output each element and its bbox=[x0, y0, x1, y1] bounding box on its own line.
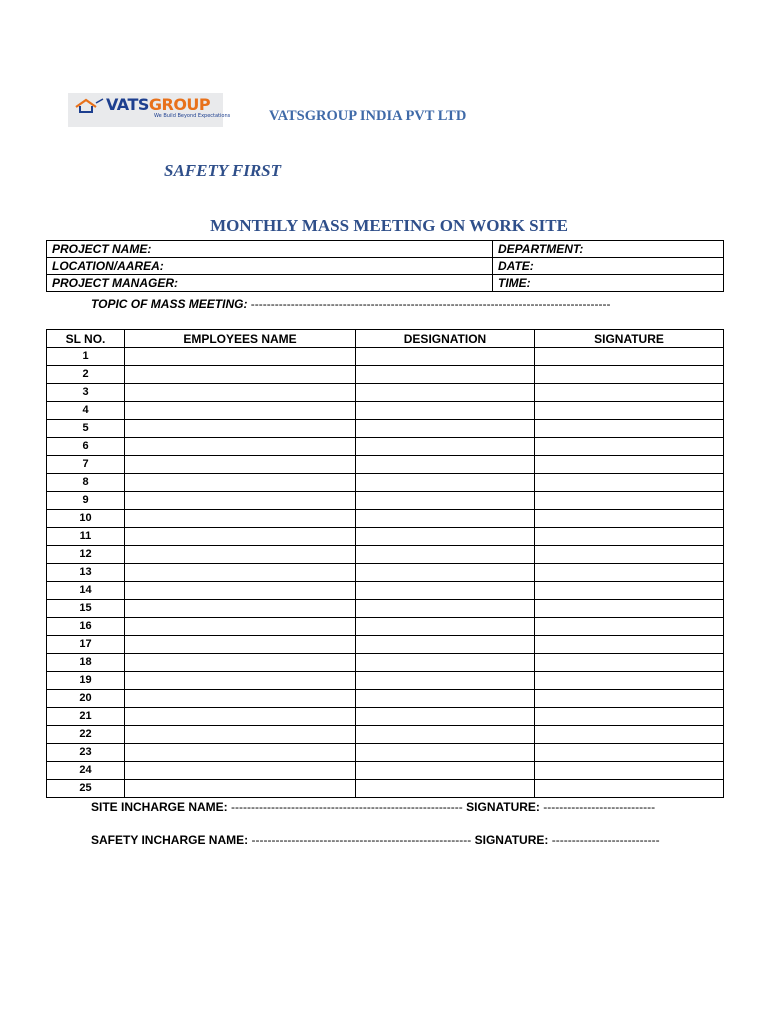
site-signature-label: SIGNATURE: bbox=[466, 800, 540, 814]
employee-name-cell[interactable] bbox=[125, 618, 356, 636]
topic-label: TOPIC OF MASS MEETING: bbox=[91, 297, 248, 311]
table-row bbox=[47, 762, 724, 780]
signature-cell[interactable] bbox=[535, 474, 724, 492]
sl-no-cell: 10 bbox=[47, 510, 125, 528]
site-incharge-label: SITE INCHARGE NAME: bbox=[91, 800, 228, 814]
employee-table bbox=[46, 329, 724, 798]
table-row bbox=[47, 582, 724, 600]
employee-name-cell[interactable] bbox=[125, 420, 356, 438]
table-row bbox=[47, 528, 724, 546]
sl-no-cell: 1 bbox=[47, 348, 125, 366]
signature-cell[interactable] bbox=[535, 402, 724, 420]
logo-part2: GROUP bbox=[148, 95, 211, 114]
sl-no-cell: 5 bbox=[47, 420, 125, 438]
info-row bbox=[47, 275, 724, 292]
sl-no-cell: 11 bbox=[47, 528, 125, 546]
topic-blank[interactable]: ------------------------------------------------------------------------------------------ bbox=[250, 297, 611, 311]
signature-cell[interactable] bbox=[535, 366, 724, 384]
employee-name-cell[interactable] bbox=[125, 510, 356, 528]
designation-cell[interactable] bbox=[356, 780, 535, 798]
site-incharge-blank[interactable]: ---------------------------------------------------------- bbox=[231, 800, 463, 814]
designation-cell[interactable] bbox=[356, 402, 535, 420]
designation-cell[interactable] bbox=[356, 564, 535, 582]
employee-name-cell[interactable] bbox=[125, 636, 356, 654]
designation-cell[interactable] bbox=[356, 762, 535, 780]
table-row bbox=[47, 600, 724, 618]
signature-cell[interactable] bbox=[535, 618, 724, 636]
signature-cell[interactable] bbox=[535, 690, 724, 708]
time-field[interactable]: TIME: bbox=[493, 275, 724, 292]
designation-cell[interactable] bbox=[356, 708, 535, 726]
sl-no-cell: 14 bbox=[47, 582, 125, 600]
designation-cell[interactable] bbox=[356, 456, 535, 474]
designation-cell[interactable] bbox=[356, 438, 535, 456]
employee-name-cell[interactable] bbox=[125, 582, 356, 600]
topic-line bbox=[91, 297, 610, 311]
form-title: MONTHLY MASS MEETING ON WORK SITE bbox=[210, 216, 568, 235]
designation-cell[interactable] bbox=[356, 618, 535, 636]
safety-signature-label: SIGNATURE: bbox=[474, 833, 549, 847]
signature-cell[interactable] bbox=[535, 708, 724, 726]
employee-name-cell[interactable] bbox=[125, 780, 356, 798]
table-row bbox=[47, 654, 724, 672]
table-row bbox=[47, 384, 724, 402]
signature-cell[interactable] bbox=[535, 528, 724, 546]
table-row bbox=[47, 348, 724, 366]
table-row bbox=[47, 510, 724, 528]
table-row bbox=[47, 708, 724, 726]
table-row bbox=[47, 456, 724, 474]
project-info-table bbox=[46, 240, 724, 292]
site-incharge-line bbox=[91, 800, 655, 814]
table-row bbox=[47, 672, 724, 690]
table-header-row bbox=[47, 330, 724, 348]
designation-cell[interactable] bbox=[356, 384, 535, 402]
sl-no-cell: 23 bbox=[47, 744, 125, 762]
designation-cell[interactable] bbox=[356, 600, 535, 618]
table-row bbox=[47, 744, 724, 762]
company-name: VATSGROUP INDIA PVT LTD bbox=[269, 108, 467, 124]
employee-name-cell[interactable] bbox=[125, 654, 356, 672]
designation-cell[interactable] bbox=[356, 492, 535, 510]
designation-cell[interactable] bbox=[356, 420, 535, 438]
signature-cell[interactable] bbox=[535, 348, 724, 366]
signature-cell[interactable] bbox=[535, 546, 724, 564]
employee-name-cell[interactable] bbox=[125, 744, 356, 762]
sl-no-cell: 18 bbox=[47, 654, 125, 672]
sl-no-cell: 17 bbox=[47, 636, 125, 654]
sl-no-cell: 24 bbox=[47, 762, 125, 780]
site-signature-blank[interactable]: ---------------------------- bbox=[543, 800, 656, 814]
safety-signature-blank[interactable]: --------------------------- bbox=[551, 833, 660, 847]
signature-cell[interactable] bbox=[535, 456, 724, 474]
logo-wordmark bbox=[106, 96, 210, 114]
sl-no-cell: 8 bbox=[47, 474, 125, 492]
designation-cell[interactable] bbox=[356, 366, 535, 384]
sl-no-cell: 4 bbox=[47, 402, 125, 420]
house-logo-icon bbox=[74, 97, 104, 113]
location-field[interactable]: LOCATION/AAREA: bbox=[47, 258, 493, 275]
table-row bbox=[47, 366, 724, 384]
slogan: SAFETY FIRST bbox=[164, 161, 281, 180]
employee-name-cell[interactable] bbox=[125, 690, 356, 708]
sl-no-cell: 12 bbox=[47, 546, 125, 564]
sl-no-cell: 15 bbox=[47, 600, 125, 618]
designation-cell[interactable] bbox=[356, 528, 535, 546]
signature-cell[interactable] bbox=[535, 672, 724, 690]
sl-no-cell: 6 bbox=[47, 438, 125, 456]
safety-incharge-blank[interactable]: ------------------------------------------------------- bbox=[251, 833, 472, 847]
sl-no-cell: 22 bbox=[47, 726, 125, 744]
signature-cell[interactable] bbox=[535, 438, 724, 456]
signature-cell[interactable] bbox=[535, 384, 724, 402]
employee-name-cell[interactable] bbox=[125, 366, 356, 384]
department-field[interactable]: DEPARTMENT: bbox=[493, 241, 724, 258]
employee-name-cell[interactable] bbox=[125, 384, 356, 402]
designation-cell[interactable] bbox=[356, 474, 535, 492]
table-row bbox=[47, 438, 724, 456]
table-row bbox=[47, 402, 724, 420]
table-row bbox=[47, 636, 724, 654]
employee-name-cell[interactable] bbox=[125, 402, 356, 420]
table-row bbox=[47, 492, 724, 510]
employee-name-cell[interactable] bbox=[125, 564, 356, 582]
table-row bbox=[47, 564, 724, 582]
header-designation: DESIGNATION bbox=[356, 330, 535, 348]
designation-cell[interactable] bbox=[356, 636, 535, 654]
designation-cell[interactable] bbox=[356, 546, 535, 564]
employee-name-cell[interactable] bbox=[125, 600, 356, 618]
info-row bbox=[47, 258, 724, 275]
employee-name-cell[interactable] bbox=[125, 348, 356, 366]
logo-tagline: We Build Beyond Expectations bbox=[154, 113, 231, 119]
employee-name-cell[interactable] bbox=[125, 474, 356, 492]
sl-no-cell: 3 bbox=[47, 384, 125, 402]
table-row bbox=[47, 690, 724, 708]
designation-cell[interactable] bbox=[356, 348, 535, 366]
employee-name-cell[interactable] bbox=[125, 708, 356, 726]
sl-no-cell: 16 bbox=[47, 618, 125, 636]
signature-cell[interactable] bbox=[535, 654, 724, 672]
employee-name-cell[interactable] bbox=[125, 492, 356, 510]
signature-cell[interactable] bbox=[535, 744, 724, 762]
sl-no-cell: 25 bbox=[47, 780, 125, 798]
header-sl-no: SL NO. bbox=[47, 330, 125, 348]
employee-name-cell[interactable] bbox=[125, 672, 356, 690]
employee-name-cell[interactable] bbox=[125, 726, 356, 744]
employee-name-cell[interactable] bbox=[125, 546, 356, 564]
employee-name-cell[interactable] bbox=[125, 528, 356, 546]
project-manager-field[interactable]: PROJECT MANAGER: bbox=[47, 275, 493, 292]
table-row bbox=[47, 420, 724, 438]
signature-cell[interactable] bbox=[535, 780, 724, 798]
info-row bbox=[47, 241, 724, 258]
header-employee-name: EMPLOYEES NAME bbox=[125, 330, 356, 348]
table-row bbox=[47, 546, 724, 564]
header-signature: SIGNATURE bbox=[535, 330, 724, 348]
signature-cell[interactable] bbox=[535, 582, 724, 600]
employee-name-cell[interactable] bbox=[125, 438, 356, 456]
table-row bbox=[47, 780, 724, 798]
safety-incharge-line bbox=[91, 833, 660, 847]
signature-cell[interactable] bbox=[535, 420, 724, 438]
company-logo bbox=[68, 93, 231, 127]
designation-cell[interactable] bbox=[356, 654, 535, 672]
sl-no-cell: 20 bbox=[47, 690, 125, 708]
signature-cell[interactable] bbox=[535, 492, 724, 510]
designation-cell[interactable] bbox=[356, 582, 535, 600]
designation-cell[interactable] bbox=[356, 672, 535, 690]
signature-cell[interactable] bbox=[535, 600, 724, 618]
sl-no-cell: 19 bbox=[47, 672, 125, 690]
table-row bbox=[47, 618, 724, 636]
sl-no-cell: 9 bbox=[47, 492, 125, 510]
designation-cell[interactable] bbox=[356, 744, 535, 762]
signature-cell[interactable] bbox=[535, 726, 724, 744]
employee-name-cell[interactable] bbox=[125, 456, 356, 474]
table-row bbox=[47, 474, 724, 492]
designation-cell[interactable] bbox=[356, 690, 535, 708]
signature-cell[interactable] bbox=[535, 762, 724, 780]
sl-no-cell: 21 bbox=[47, 708, 125, 726]
table-row bbox=[47, 726, 724, 744]
designation-cell[interactable] bbox=[356, 726, 535, 744]
sl-no-cell: 13 bbox=[47, 564, 125, 582]
signature-cell[interactable] bbox=[535, 564, 724, 582]
date-field[interactable]: DATE: bbox=[493, 258, 724, 275]
signature-cell[interactable] bbox=[535, 636, 724, 654]
signature-cell[interactable] bbox=[535, 510, 724, 528]
project-name-field[interactable]: PROJECT NAME: bbox=[47, 241, 493, 258]
safety-incharge-label: SAFETY INCHARGE NAME: bbox=[91, 833, 249, 847]
sl-no-cell: 7 bbox=[47, 456, 125, 474]
logo-part1: VATS bbox=[106, 95, 149, 114]
designation-cell[interactable] bbox=[356, 510, 535, 528]
employee-name-cell[interactable] bbox=[125, 762, 356, 780]
sl-no-cell: 2 bbox=[47, 366, 125, 384]
